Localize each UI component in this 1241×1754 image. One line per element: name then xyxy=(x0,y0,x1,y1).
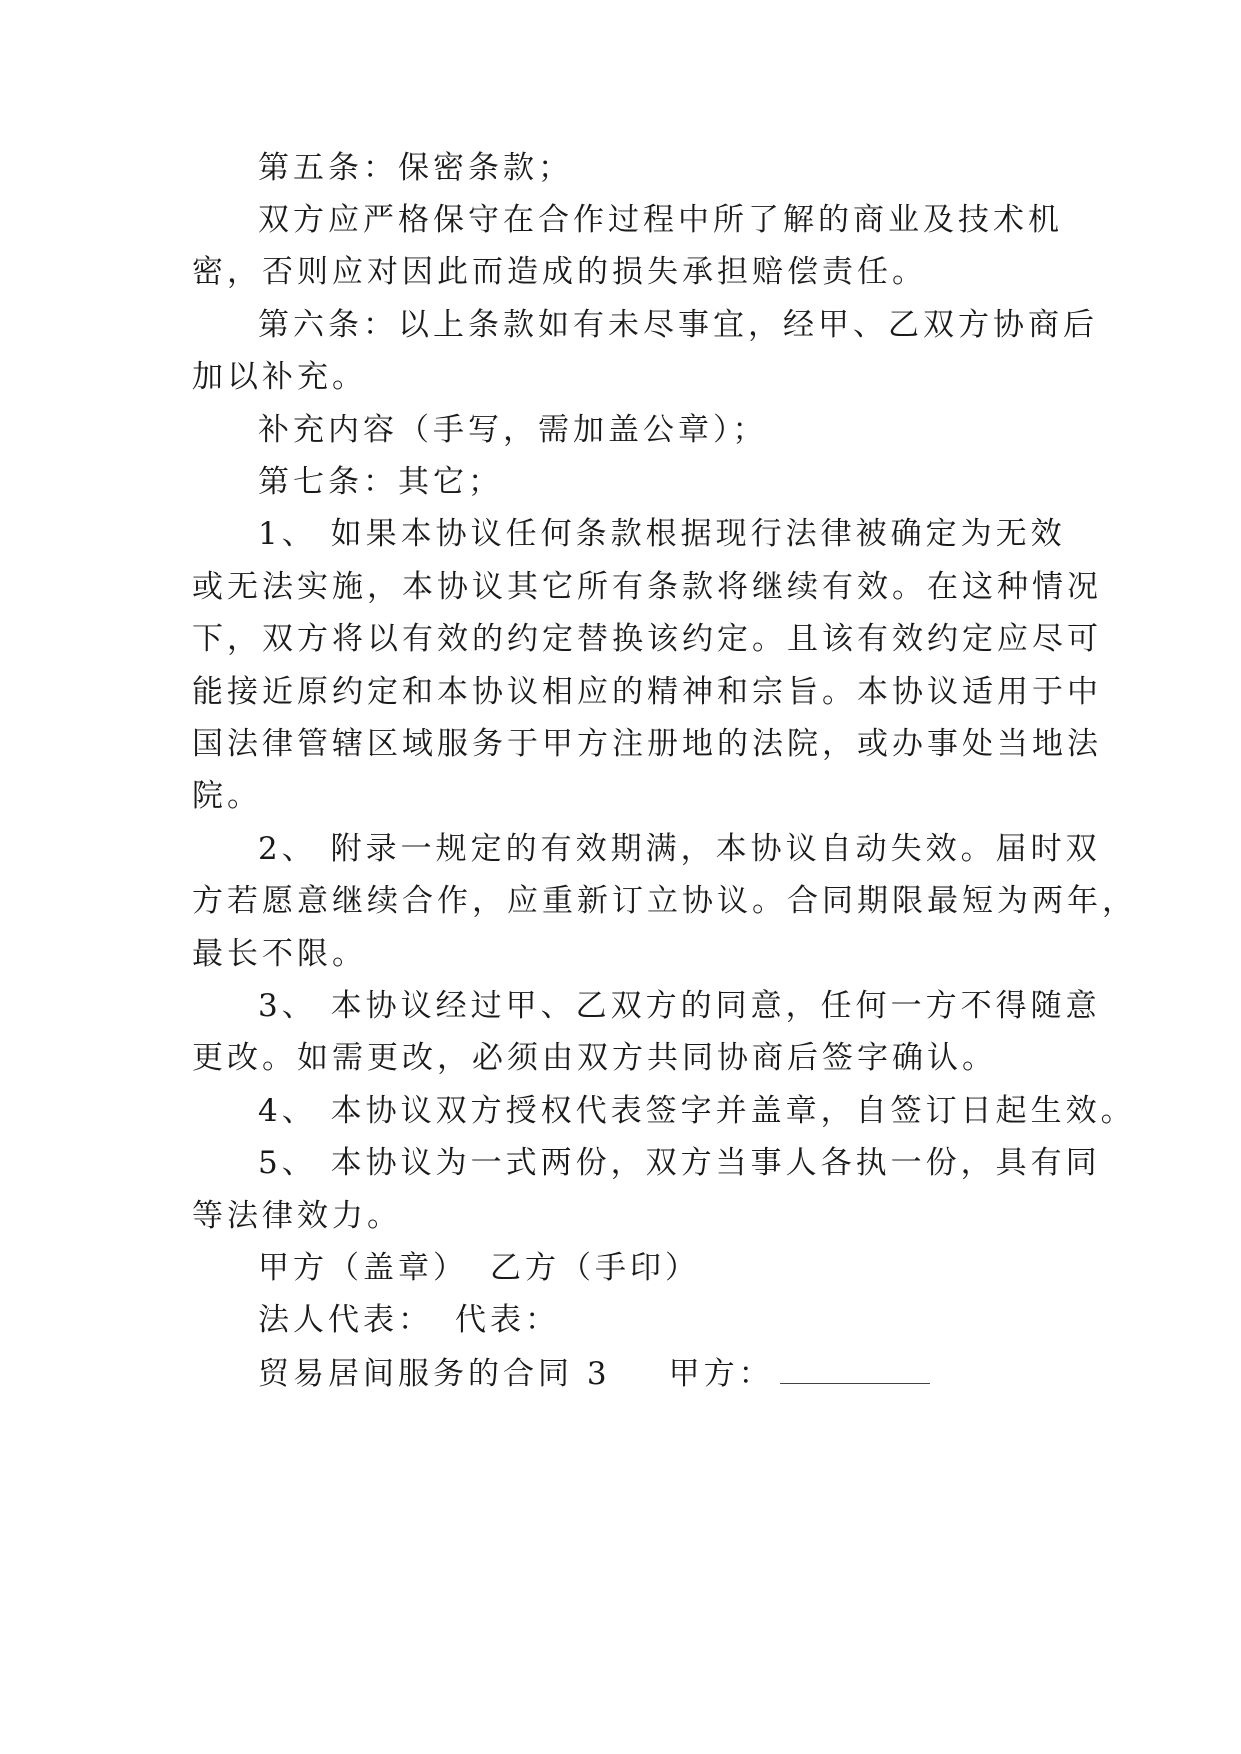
article-5-heading: 第五条：保密条款； xyxy=(258,150,573,186)
paragraph-line: 方若愿意继续合作，应重新订立协议。合同期限最短为两年， xyxy=(192,883,1137,919)
paragraph-line: 双方应严格保守在合作过程中所了解的商业及技术机 xyxy=(258,202,1063,238)
contract-title: 贸易居间服务的合同 3 xyxy=(258,1356,611,1392)
paragraph-line: 密，否则应对因此而造成的损失承担赔偿责任。 xyxy=(192,254,927,290)
next-contract-line xyxy=(258,1353,930,1393)
clause-3-line: 3、 本协议经过甲、乙双方的同意，任何一方不得随意 xyxy=(258,988,1101,1024)
paragraph-line: 更改。如需更改，必须由双方共同协商后签字确认。 xyxy=(192,1040,997,1076)
paragraph-line: 最长不限。 xyxy=(192,936,367,972)
rep-label: 代表： xyxy=(455,1302,560,1338)
paragraph-line: 等法律效力。 xyxy=(192,1198,402,1234)
clause-5-line: 5、 本协议为一式两份，双方当事人各执一份，具有同 xyxy=(258,1145,1101,1181)
clause-2-line: 2、 附录一规定的有效期满，本协议自动失效。届时双 xyxy=(258,831,1101,867)
party-a-label: 甲方： xyxy=(668,1356,774,1392)
legal-rep-label: 法人代表： xyxy=(258,1302,433,1338)
article-6-heading: 第六条：以上条款如有未尽事宜，经甲、乙双方协商后 xyxy=(258,307,1098,343)
clause-4-line: 4、 本协议双方授权代表签字并盖章，自签订日起生效。 xyxy=(258,1093,1136,1129)
paragraph-line: 院。 xyxy=(192,778,262,814)
signature-parties-line xyxy=(258,1248,700,1288)
party-a-seal-label: 甲方（盖章） xyxy=(258,1250,468,1286)
article-7-heading: 第七条：其它； xyxy=(258,464,503,500)
paragraph-line: 能接近原约定和本协议相应的精神和宗旨。本协议适用于中 xyxy=(192,674,1102,710)
supplement-line: 补充内容（手写，需加盖公章）； xyxy=(258,412,768,448)
paragraph-line: 或无法实施，本协议其它所有条款将继续有效。在这种情况 xyxy=(192,569,1102,605)
paragraph-line: 下，双方将以有效的约定替换该约定。且该有效约定应尽可 xyxy=(192,621,1102,657)
clause-1-line: 1、 如果本协议任何条款根据现行法律被确定为无效 xyxy=(258,516,1066,552)
paragraph-line: 国法律管辖区域服务于甲方注册地的法院，或办事处当地法 xyxy=(192,726,1102,762)
signature-reps-line xyxy=(258,1300,560,1340)
paragraph-line: 加以补充。 xyxy=(192,359,367,395)
party-b-print-label: 乙方（手印） xyxy=(490,1250,700,1286)
party-a-blank xyxy=(780,1353,930,1384)
